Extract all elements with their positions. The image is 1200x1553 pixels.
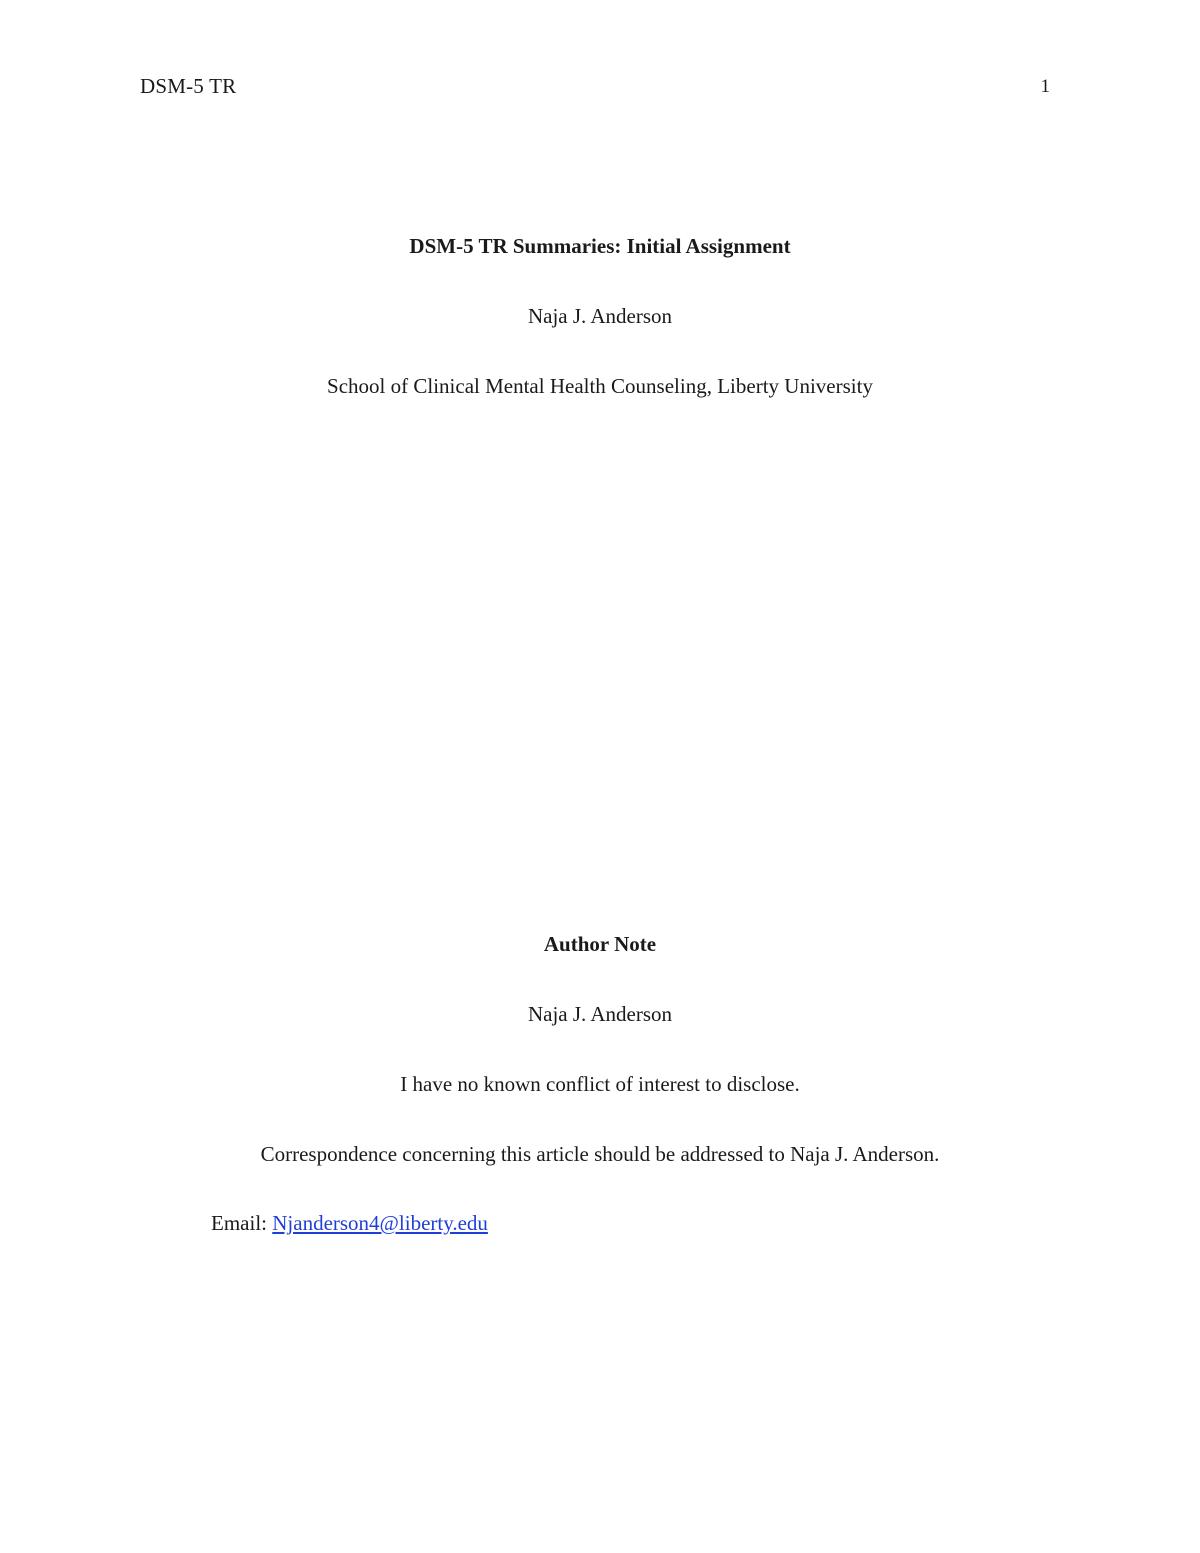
- conflict-statement: I have no known conflict of interest to disclose.: [400, 1072, 800, 1096]
- email-label: Email:: [211, 1211, 273, 1235]
- email-link[interactable]: Njanderson4@liberty.edu: [272, 1211, 488, 1235]
- email-line: [211, 1209, 488, 1237]
- author-note-name: Naja J. Anderson: [527, 1002, 673, 1026]
- author-affiliation: School of Clinical Mental Health Counseling, Liberty University: [327, 374, 873, 398]
- page-number: 1: [1040, 76, 1050, 97]
- running-head: DSM-5 TR: [140, 74, 237, 98]
- paper-title: DSM-5 TR Summaries: Initial Assignment: [409, 234, 791, 258]
- author-note-heading: Author Note: [543, 932, 657, 956]
- correspondence-statement: Correspondence concerning this article should be addressed to Naja J. Anderson.: [260, 1142, 940, 1166]
- author-name: Naja J. Anderson: [527, 304, 673, 328]
